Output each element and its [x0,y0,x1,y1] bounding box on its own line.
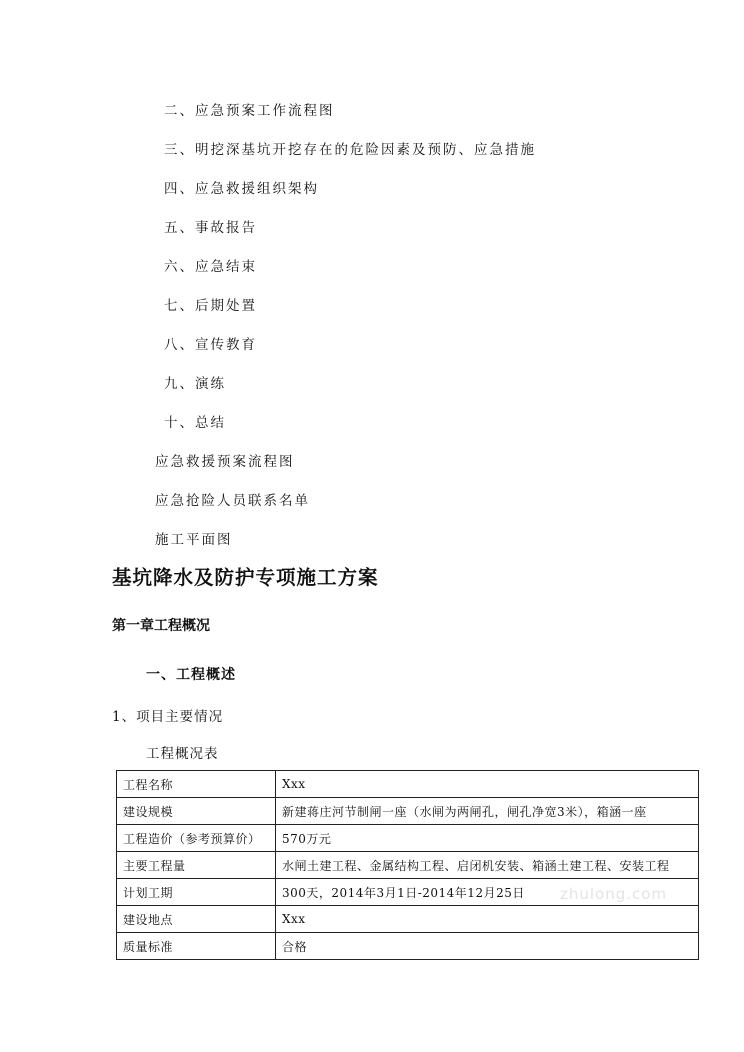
row-label: 主要工程量 [117,852,276,879]
toc-item: 八、宣传教育 [164,337,257,353]
toc-item: 应急救援预案流程图 [155,454,295,470]
row-value: Xxx [276,906,699,933]
toc-item: 十、总结 [164,415,226,431]
toc-item: 六、应急结束 [164,259,257,275]
toc-item: 三、明挖深基坑开挖存在的危险因素及预防、应急措施 [164,142,536,158]
toc-item: 四、应急救援组织架构 [164,181,319,197]
row-label: 建设规模 [117,798,276,825]
chapter-heading: 第一章工程概况 [112,618,210,634]
toc-item: 施工平面图 [155,532,233,548]
toc-item: 七、后期处置 [164,298,257,314]
table-caption: 工程概况表 [146,746,219,762]
watermark: zhulong.com [560,885,668,903]
row-label: 计划工期 [117,879,276,906]
table-row [117,933,699,960]
row-label: 质量标准 [117,933,276,960]
subsection-heading: 1、项目主要情况 [112,709,224,725]
row-value: 合格 [276,933,699,960]
toc-item: 二、应急预案工作流程图 [164,103,335,119]
project-overview-table [116,770,699,960]
table-row [117,852,699,879]
row-value: 300天，2014年3月1日-2014年12月25日 [276,879,699,906]
toc-item: 九、演练 [164,376,226,392]
row-label: 建设地点 [117,906,276,933]
row-value: 水闸土建工程、金属结构工程、启闭机安装、箱涵土建工程、安装工程 [276,852,699,879]
row-value: 新建蒋庄河节制闸一座（水闸为两闸孔，闸孔净宽3米），箱涵一座 [276,798,699,825]
section-heading: 一、工程概述 [146,667,236,683]
toc-item: 五、事故报告 [164,220,257,236]
row-value: 570万元 [276,825,699,852]
document-title: 基坑降水及防护专项施工方案 [112,566,379,589]
row-label: 工程名称 [117,771,276,798]
table-row [117,825,699,852]
table-row [117,771,699,798]
table-row [117,906,699,933]
row-label: 工程造价（参考预算价） [117,825,276,852]
row-value: Xxx [276,771,699,798]
toc-item: 应急抢险人员联系名单 [155,493,310,509]
table-row [117,798,699,825]
